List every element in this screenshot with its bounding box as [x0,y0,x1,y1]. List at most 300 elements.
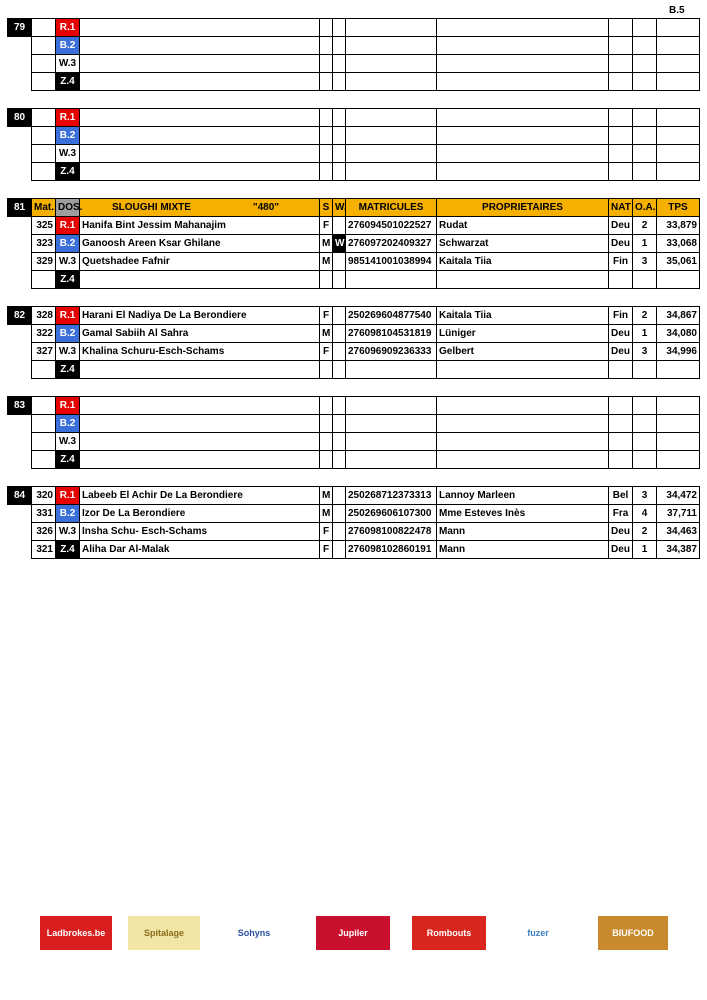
mat-cell [32,127,56,145]
dog-name-cell [80,109,320,127]
sex-cell: F [320,217,333,235]
sex-cell [320,37,333,55]
oa-cell: 2 [633,217,657,235]
dog-name-cell: Quetshadee Fafnir [80,253,320,271]
owner-cell [437,451,609,469]
dog-name-cell [80,361,320,379]
nat-cell [609,433,633,451]
owner-cell: Mme Esteves Inès [437,505,609,523]
distance-label: "480" [252,201,279,213]
nat-cell [609,415,633,433]
sex-cell [320,397,333,415]
position-badge: Z.4 [56,163,80,181]
header-proprietaires: PROPRIETAIRES [437,199,609,217]
header-tps: TPS [657,199,700,217]
matricule-cell [346,361,437,379]
owner-cell [437,271,609,289]
w-cell [333,523,346,541]
header-oa: O.A. [633,199,657,217]
position-badge: Z.4 [56,271,80,289]
owner-cell [437,73,609,91]
race-table-80 [7,108,700,181]
owner-cell [437,127,609,145]
table-row [8,217,700,235]
sex-cell: M [320,325,333,343]
position-badge: W.3 [56,145,80,163]
header-dos: DOS. [56,199,80,217]
oa-cell: 4 [633,505,657,523]
race-number-spacer [8,523,32,541]
matricule-cell: 985141001038994 [346,253,437,271]
oa-cell: 2 [633,523,657,541]
tps-cell [657,145,700,163]
race-number-spacer [8,127,32,145]
mat-cell [32,37,56,55]
nat-cell [609,73,633,91]
table-row [8,343,700,361]
table-row [8,505,700,523]
matricule-cell [346,145,437,163]
dog-name-cell [80,163,320,181]
w-cell [333,397,346,415]
oa-cell: 1 [633,235,657,253]
table-row [8,541,700,559]
sponsor-logo: Rombouts [412,916,486,950]
sex-cell [320,19,333,37]
nat-cell: Deu [609,235,633,253]
mat-cell [32,163,56,181]
w-cell [333,19,346,37]
oa-cell [633,415,657,433]
owner-cell [437,109,609,127]
nat-cell: Deu [609,523,633,541]
w-cell: W [333,235,346,253]
position-badge: B.2 [56,415,80,433]
tps-cell [657,433,700,451]
dog-name-cell [80,127,320,145]
sex-cell [320,433,333,451]
dog-name-cell [80,433,320,451]
tps-cell [657,73,700,91]
position-badge: R.1 [56,397,80,415]
oa-cell [633,163,657,181]
w-cell [333,109,346,127]
owner-cell: Kaitala Tiia [437,307,609,325]
tps-cell [657,127,700,145]
owner-cell: Lüniger [437,325,609,343]
sponsor-logo: Spitalage [128,916,200,950]
oa-cell [633,397,657,415]
matricule-cell [346,19,437,37]
sex-cell: F [320,523,333,541]
w-cell [333,433,346,451]
matricule-cell: 276096909236333 [346,343,437,361]
tps-cell [657,37,700,55]
sex-cell [320,451,333,469]
tps-cell [657,19,700,37]
w-cell [333,505,346,523]
table-row [8,307,700,325]
mat-cell: 326 [32,523,56,541]
sex-cell: F [320,541,333,559]
dog-name-cell: Izor De La Berondiere [80,505,320,523]
oa-cell [633,55,657,73]
w-cell [333,73,346,91]
race-table-84 [7,486,700,559]
sex-cell: M [320,487,333,505]
race-number-spacer [8,55,32,73]
race-number-spacer [8,235,32,253]
race-number: 81 [8,199,32,217]
w-cell [333,361,346,379]
table-row [8,109,700,127]
dog-name-cell: Gamal Sabiih Al Sahra [80,325,320,343]
sex-cell [320,163,333,181]
nat-cell [609,109,633,127]
sex-cell: M [320,235,333,253]
w-cell [333,163,346,181]
oa-cell [633,451,657,469]
header-matricules: MATRICULES [346,199,437,217]
tps-cell: 34,080 [657,325,700,343]
race-number-spacer [8,451,32,469]
position-badge: B.2 [56,127,80,145]
dog-name-cell [80,271,320,289]
oa-cell: 3 [633,253,657,271]
sex-cell [320,127,333,145]
oa-cell [633,73,657,91]
table-row [8,415,700,433]
oa-cell: 3 [633,487,657,505]
nat-cell [609,361,633,379]
tps-cell: 33,068 [657,235,700,253]
tps-cell [657,451,700,469]
w-cell [333,325,346,343]
tps-cell: 34,387 [657,541,700,559]
owner-cell: Rudat [437,217,609,235]
race-number-spacer [8,37,32,55]
position-badge: W.3 [56,433,80,451]
nat-cell: Deu [609,217,633,235]
position-badge: Z.4 [56,541,80,559]
nat-cell: Deu [609,541,633,559]
table-row [8,19,700,37]
mat-cell: 329 [32,253,56,271]
position-badge: W.3 [56,55,80,73]
race-number: 84 [8,487,32,505]
oa-cell [633,145,657,163]
position-badge: B.2 [56,325,80,343]
sex-cell: F [320,343,333,361]
owner-cell [437,397,609,415]
position-badge: R.1 [56,19,80,37]
mat-cell [32,145,56,163]
mat-cell: 320 [32,487,56,505]
header-nat: NAT [609,199,633,217]
sex-cell [320,145,333,163]
w-cell [333,343,346,361]
sponsor-logo: BIUFOOD [598,916,668,950]
w-cell [333,55,346,73]
sex-cell [320,361,333,379]
mat-cell: 327 [32,343,56,361]
w-cell [333,253,346,271]
nat-cell: Deu [609,325,633,343]
mat-cell: 321 [32,541,56,559]
race-number-spacer [8,73,32,91]
oa-cell [633,19,657,37]
mat-cell [32,433,56,451]
nat-cell [609,19,633,37]
nat-cell: Deu [609,343,633,361]
dog-name-cell: Insha Schu- Esch-Schams [80,523,320,541]
mat-cell: 322 [32,325,56,343]
nat-cell [609,127,633,145]
owner-cell: Kaitala Tiia [437,253,609,271]
table-row [8,451,700,469]
w-cell [333,145,346,163]
owner-cell [437,37,609,55]
mat-cell [32,397,56,415]
table-row [8,55,700,73]
w-cell [333,487,346,505]
matricule-cell [346,127,437,145]
race-number-spacer [8,325,32,343]
matricule-cell [346,271,437,289]
header-sex: S [320,199,333,217]
mat-cell [32,19,56,37]
matricule-cell: 276098102860191 [346,541,437,559]
tps-cell: 34,867 [657,307,700,325]
owner-cell [437,19,609,37]
race-table-79 [7,18,700,91]
w-cell [333,415,346,433]
dog-name-cell [80,37,320,55]
tps-cell [657,397,700,415]
sex-cell [320,415,333,433]
mat-cell: 328 [32,307,56,325]
nat-cell: Fra [609,505,633,523]
tps-cell [657,415,700,433]
mat-cell [32,415,56,433]
table-row [8,37,700,55]
matricule-cell: 250268712373313 [346,487,437,505]
table-header-row [8,199,700,217]
table-row [8,163,700,181]
owner-cell [437,415,609,433]
mat-cell [32,271,56,289]
position-badge: R.1 [56,487,80,505]
owner-cell [437,163,609,181]
nat-cell [609,271,633,289]
owner-cell [437,361,609,379]
nat-cell: Bel [609,487,633,505]
nat-cell [609,55,633,73]
matricule-cell [346,433,437,451]
table-row [8,73,700,91]
matricule-cell: 250269606107300 [346,505,437,523]
table-row [8,271,700,289]
position-badge: W.3 [56,523,80,541]
owner-cell: Schwarzat [437,235,609,253]
table-row [8,523,700,541]
tps-cell: 33,879 [657,217,700,235]
oa-cell [633,433,657,451]
sponsor-logos [0,910,707,960]
dog-name-cell: Ganoosh Areen Ksar Ghilane [80,235,320,253]
sex-cell [320,73,333,91]
matricule-cell: 276097202409327 [346,235,437,253]
dog-name-cell [80,415,320,433]
matricule-cell [346,451,437,469]
dog-name-cell: Harani El Nadiya De La Berondiere [80,307,320,325]
position-badge: B.2 [56,37,80,55]
owner-cell: Lannoy Marleen [437,487,609,505]
w-cell [333,541,346,559]
position-badge: R.1 [56,217,80,235]
tps-cell [657,361,700,379]
mat-cell: 323 [32,235,56,253]
oa-cell [633,361,657,379]
position-badge: W.3 [56,343,80,361]
matricule-cell: 276098100822478 [346,523,437,541]
sponsor-logo: Ladbrokes.be [40,916,112,950]
tps-cell [657,271,700,289]
matricule-cell: 276098104531819 [346,325,437,343]
table-row [8,235,700,253]
owner-cell: Mann [437,541,609,559]
tps-cell: 34,996 [657,343,700,361]
matricule-cell [346,109,437,127]
matricule-cell: 250269604877540 [346,307,437,325]
tps-cell [657,55,700,73]
dog-name-cell [80,451,320,469]
race-number-spacer [8,217,32,235]
header-mat: Mat. [32,199,56,217]
nat-cell [609,145,633,163]
category-label: SLOUGHI MIXTE [112,201,191,213]
race-number: 80 [8,109,32,127]
oa-cell: 1 [633,325,657,343]
sponsor-logo: Jupiler [316,916,390,950]
oa-cell [633,127,657,145]
race-table-82 [7,306,700,379]
nat-cell: Fin [609,307,633,325]
tps-cell: 34,463 [657,523,700,541]
oa-cell [633,37,657,55]
dog-name-cell [80,145,320,163]
race-number: 82 [8,307,32,325]
dog-name-cell: Aliha Dar Al-Malak [80,541,320,559]
mat-cell [32,361,56,379]
race-number-spacer [8,253,32,271]
w-cell [333,451,346,469]
position-badge: W.3 [56,253,80,271]
mat-cell: 331 [32,505,56,523]
matricule-cell: 276094501022527 [346,217,437,235]
oa-cell: 3 [633,343,657,361]
sex-cell: M [320,253,333,271]
w-cell [333,271,346,289]
race-number-spacer [8,541,32,559]
table-row [8,325,700,343]
dog-name-cell [80,397,320,415]
dog-name-cell [80,55,320,73]
oa-cell [633,271,657,289]
page-reference: B.5 [669,5,685,16]
w-cell [333,127,346,145]
table-row [8,145,700,163]
table-row [8,487,700,505]
mat-cell [32,55,56,73]
table-row [8,433,700,451]
race-number-spacer [8,145,32,163]
position-badge: R.1 [56,307,80,325]
dog-name-cell [80,19,320,37]
race-number-spacer [8,415,32,433]
sponsor-logo: Sohyns [216,916,292,950]
tps-cell: 37,711 [657,505,700,523]
table-row [8,253,700,271]
oa-cell: 1 [633,541,657,559]
sex-cell: F [320,307,333,325]
position-badge: Z.4 [56,451,80,469]
matricule-cell [346,55,437,73]
tps-cell [657,163,700,181]
dog-name-cell: Khalina Schuru-Esch-Schams [80,343,320,361]
header-w: W. [333,199,346,217]
position-badge: Z.4 [56,73,80,91]
oa-cell [633,109,657,127]
owner-cell [437,145,609,163]
race-number-spacer [8,433,32,451]
owner-cell: Gelbert [437,343,609,361]
race-number: 83 [8,397,32,415]
w-cell [333,37,346,55]
oa-cell: 2 [633,307,657,325]
mat-cell [32,451,56,469]
race-number-spacer [8,361,32,379]
table-row [8,397,700,415]
nat-cell [609,451,633,469]
matricule-cell [346,37,437,55]
race-number-spacer [8,343,32,361]
owner-cell [437,55,609,73]
tps-cell [657,109,700,127]
dog-name-cell: Labeeb El Achir De La Berondiere [80,487,320,505]
sex-cell [320,55,333,73]
table-row [8,361,700,379]
w-cell [333,307,346,325]
mat-cell: 325 [32,217,56,235]
race-number-spacer [8,505,32,523]
tps-cell: 35,061 [657,253,700,271]
race-table-81 [7,198,700,289]
race-table-83 [7,396,700,469]
nat-cell: Fin [609,253,633,271]
position-badge: Z.4 [56,361,80,379]
race-number: 79 [8,19,32,37]
dog-name-cell: Hanifa Bint Jessim Mahanajim [80,217,320,235]
matricule-cell [346,415,437,433]
header-category [80,199,320,217]
owner-cell: Mann [437,523,609,541]
nat-cell [609,397,633,415]
matricule-cell [346,73,437,91]
sex-cell [320,271,333,289]
matricule-cell [346,397,437,415]
tps-cell: 34,472 [657,487,700,505]
